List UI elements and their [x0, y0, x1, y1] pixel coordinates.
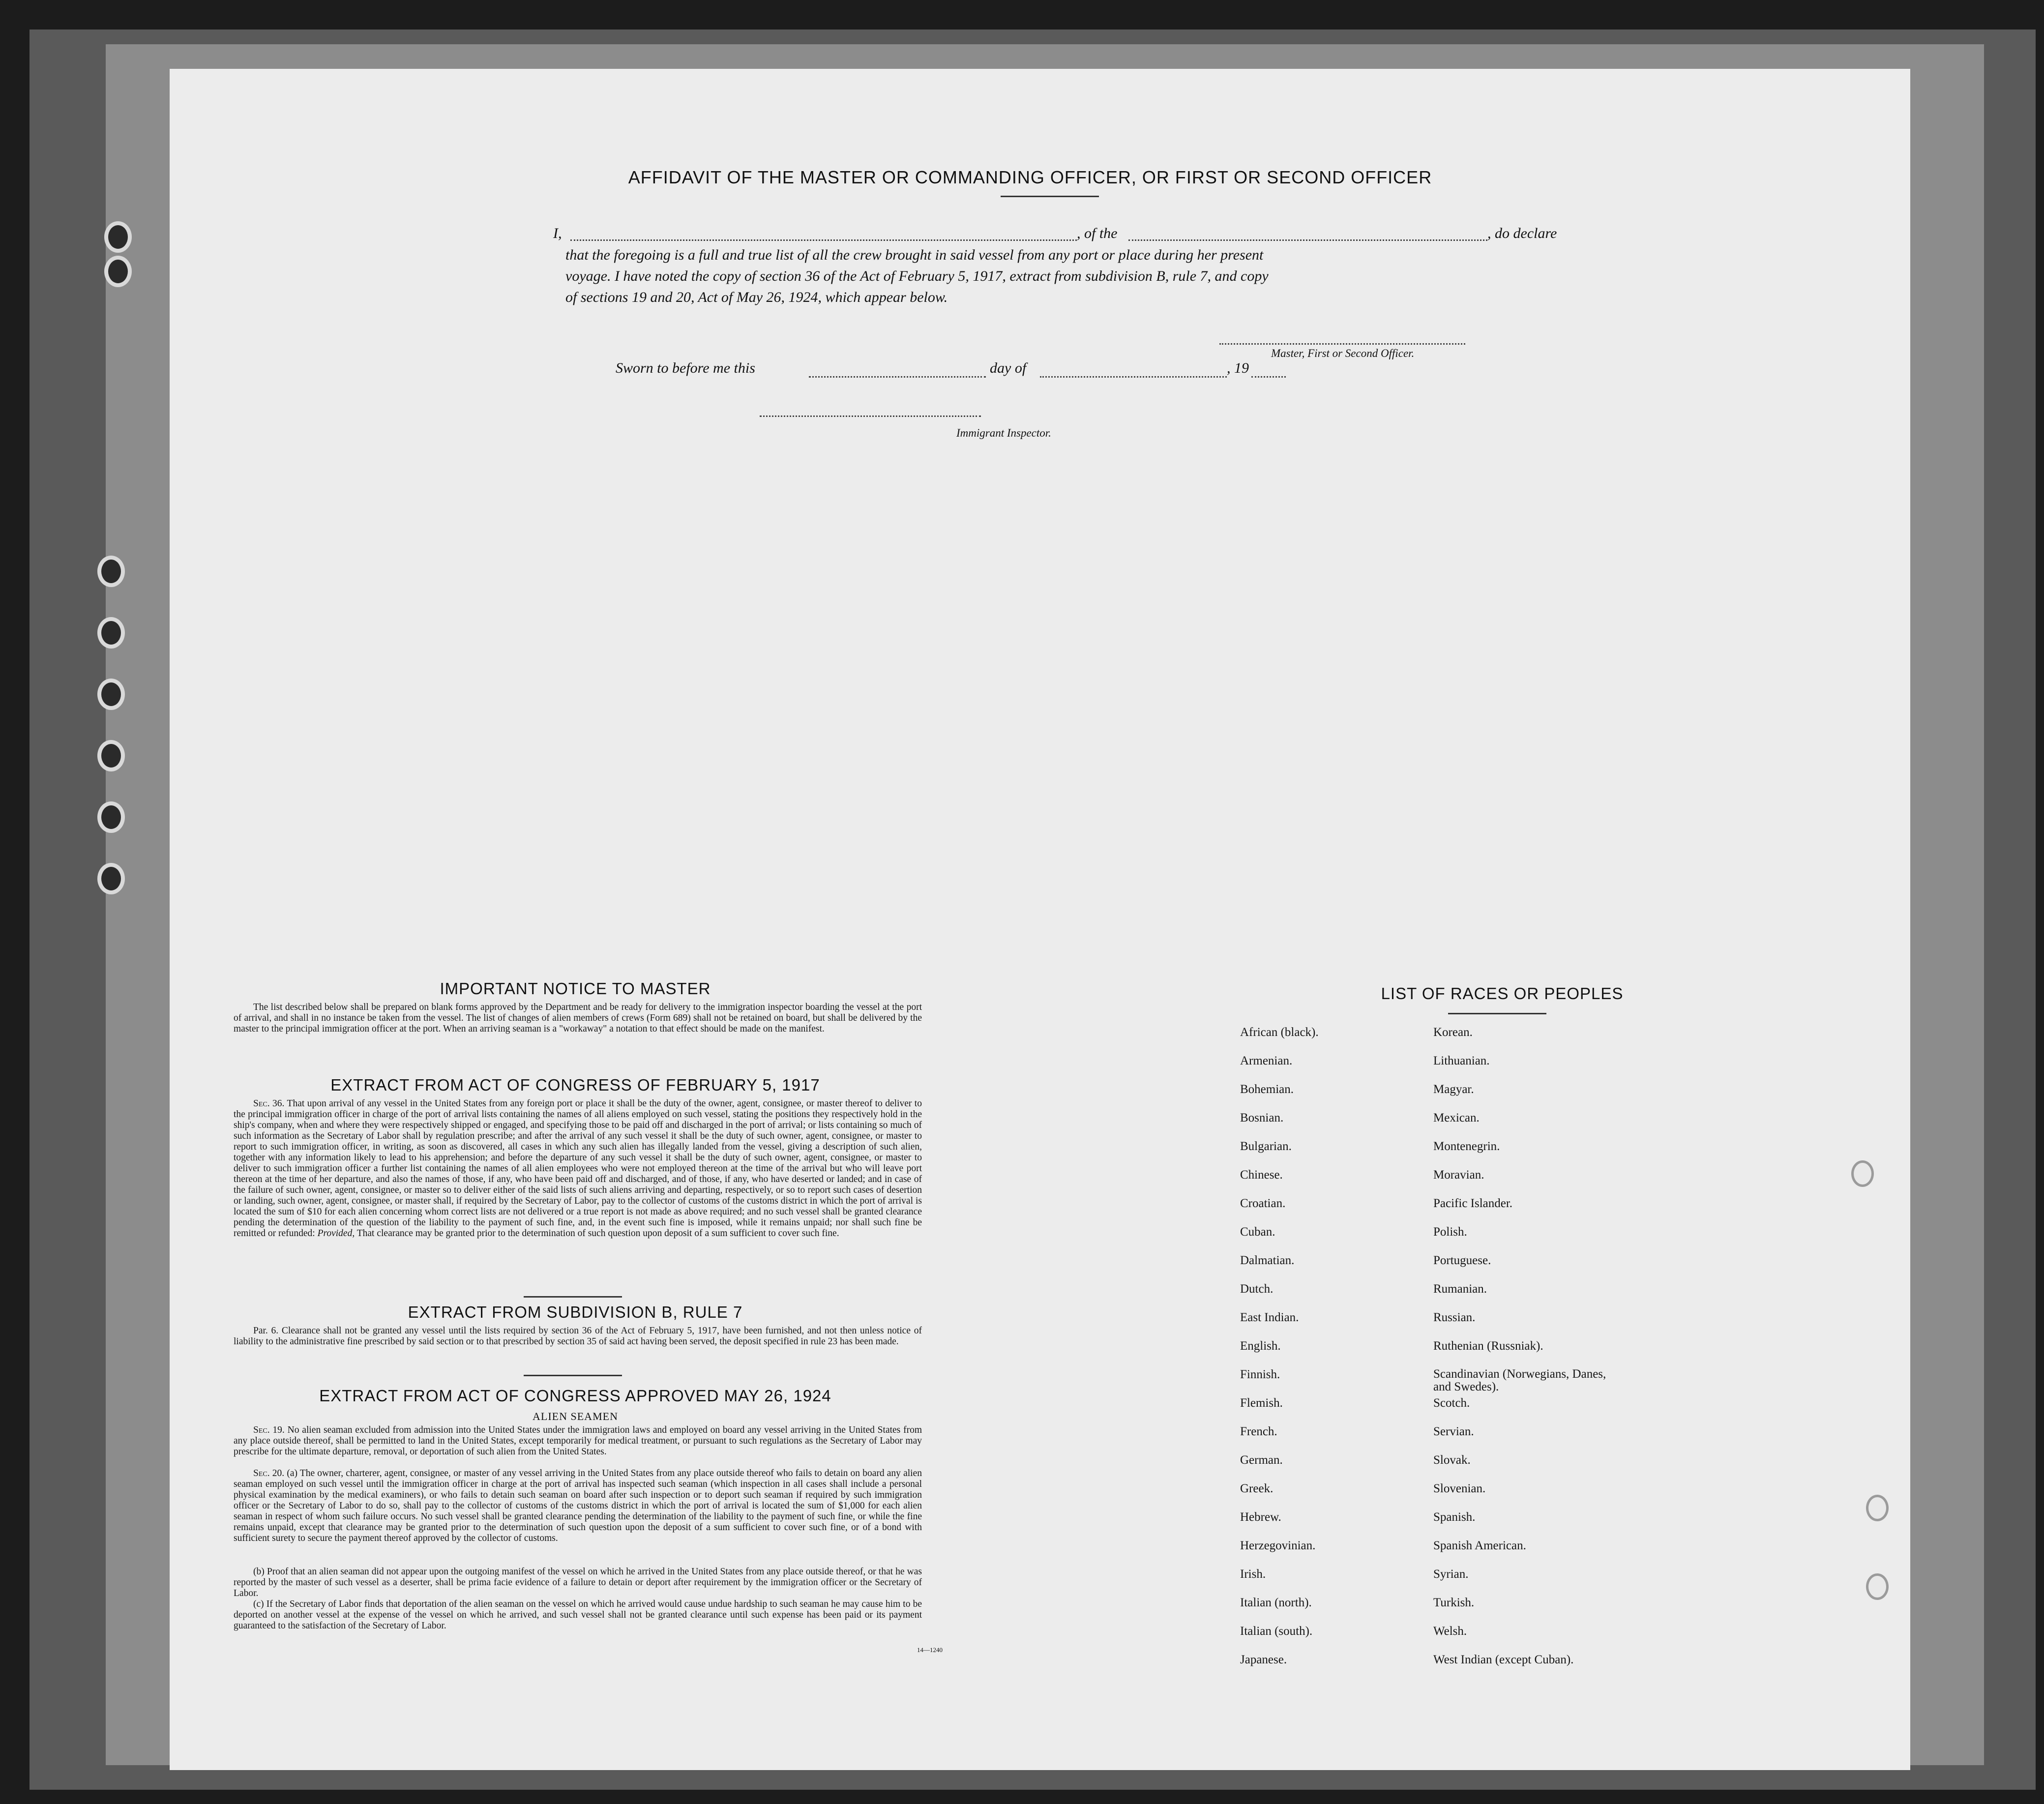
- race-item: Korean.: [1433, 1026, 1473, 1039]
- section-divider: [524, 1296, 622, 1298]
- races-column-2: [1433, 1026, 1640, 1724]
- sworn-day-blank[interactable]: [809, 376, 986, 378]
- race-item: Spanish.: [1433, 1510, 1476, 1524]
- race-item: Cuban.: [1240, 1225, 1275, 1239]
- race-item: Montenegrin.: [1433, 1140, 1500, 1153]
- sworn-year-blank[interactable]: [1251, 376, 1286, 378]
- race-item: Irish.: [1240, 1567, 1266, 1581]
- race-item: East Indian.: [1240, 1311, 1299, 1324]
- race-item: Slovenian.: [1433, 1482, 1486, 1495]
- sec-36-label: Sec. 36.: [253, 1098, 285, 1109]
- binder-hole: [97, 801, 125, 833]
- sworn-label: Sworn to before me this: [616, 360, 755, 376]
- binder-hole: [97, 740, 125, 771]
- race-item: Croatian.: [1240, 1197, 1286, 1210]
- name-blank-line[interactable]: [570, 239, 1077, 241]
- race-item: Italian (south).: [1240, 1625, 1313, 1638]
- sec-20-text: [234, 1468, 922, 1544]
- race-item: West Indian (except Cuban).: [1433, 1653, 1574, 1666]
- race-item: German.: [1240, 1453, 1283, 1467]
- race-item: Ruthenian (Russniak).: [1433, 1339, 1543, 1353]
- race-item: Moravian.: [1433, 1168, 1484, 1182]
- binder-hole: [97, 679, 125, 710]
- alien-seamen-subtitle: ALIEN SEAMEN: [533, 1410, 618, 1422]
- race-item: Bohemian.: [1240, 1083, 1294, 1096]
- race-item: Welsh.: [1433, 1625, 1467, 1638]
- inspector-caption: Immigrant Inspector.: [956, 427, 1051, 439]
- day-of-label: day of: [990, 360, 1027, 376]
- extract-1924-title: EXTRACT FROM ACT OF CONGRESS APPROVED MAY 26, 1924: [319, 1387, 831, 1405]
- sec-19-body: No alien seaman excluded from admission into the United States under the immigration laws and employed on board any vessel arriving in the United States from any place outside thereof, shall be permitted to land in the United States, except temporarily for medical treatment, or pursuant to such regulations as the Secretary of Labor may prescribe for the ultimate departure, removal, or deportation of such alien from the United States.: [234, 1425, 922, 1457]
- vessel-blank-line[interactable]: [1128, 239, 1487, 241]
- race-item: Bosnian.: [1240, 1111, 1284, 1124]
- extract-1917-title: EXTRACT FROM ACT OF CONGRESS OF FEBRUARY 5, 1917: [330, 1076, 820, 1094]
- race-item: Bulgarian.: [1240, 1140, 1292, 1153]
- affidavit-line-3: voyage. I have noted the copy of section 36 of the Act of February 5, 1917, extract from subdivision B, rule 7, and copy: [565, 268, 1269, 284]
- extract-rule7-text: Par. 6. Clearance shall not be granted any vessel until the lists required by section 36 of the Act of February 5, 1917, have been furnished, and not then unless notice of liability to the administrative fine prescribed by said section or to that prescribed by section 35 of said act having been served, the deposit specified in rule 23 has been made.: [234, 1326, 922, 1347]
- year-label: , 19: [1227, 360, 1249, 376]
- race-item: Lithuanian.: [1433, 1054, 1490, 1067]
- proviso-label: Provided,: [317, 1228, 355, 1239]
- binder-hole: [104, 221, 132, 253]
- edge-hole: [1851, 1160, 1874, 1187]
- race-item: Chinese.: [1240, 1168, 1283, 1182]
- race-item: Italian (north).: [1240, 1596, 1312, 1609]
- race-item: Pacific Islander.: [1433, 1197, 1513, 1210]
- binder-hole: [97, 556, 125, 587]
- of-the-label: , of the: [1077, 225, 1118, 241]
- race-item: Russian.: [1433, 1311, 1476, 1324]
- race-item: Magyar.: [1433, 1083, 1474, 1096]
- edge-hole: [1866, 1495, 1889, 1521]
- races-title: LIST OF RACES OR PEOPLES: [1381, 984, 1624, 1003]
- race-item: Scotch.: [1433, 1396, 1470, 1410]
- extract-rule7-title: EXTRACT FROM SUBDIVISION B, RULE 7: [408, 1303, 743, 1321]
- binder-hole: [97, 617, 125, 649]
- race-item: Polish.: [1433, 1225, 1467, 1239]
- race-item: Rumanian.: [1433, 1282, 1487, 1296]
- race-item: Dalmatian.: [1240, 1254, 1295, 1267]
- affidavit-form-sheet: [170, 69, 1910, 1770]
- inspector-signature-line[interactable]: [760, 415, 981, 417]
- sec-20-a: (a) The owner, charterer, agent, consignee, or master of any vessel arriving in the United States from any place outside thereof who fails to detain on board any alien seaman employed on such vessel until the immigration officer in charge at the port of arrival has inspected such seaman (which inspection in all cases shall include a personal physical examination by the medical examiners), or who fails to detain such seaman on board after such inspection or to deport such seaman if required by such immigration officer or the Secretary of Labor to do so, shall pay to the collector of customs of the customs district in which the port of arrival is located the sum of $1,000 for each alien seaman in respect of whom such failure occurs. No such vessel shall be granted clearance pending the determination of the liability to the payment of such fine, or while the fine remains unpaid, except that clearance may be granted prior to the determination of such question upon the deposit of a sum sufficient to cover such fine, or of a bond with sufficient surety to secure the payment thereof approved by the collector of customs.: [234, 1468, 922, 1543]
- title-underline: [1001, 196, 1099, 197]
- proviso-body: That clearance may be granted prior to the determination of such question upon deposit of a sum sufficient to cover such fine.: [356, 1228, 839, 1239]
- race-item: African (black).: [1240, 1026, 1319, 1039]
- race-item: Scandinavian (Norwegians, Danes, and Swedes).: [1433, 1367, 1606, 1393]
- race-item: Turkish.: [1433, 1596, 1475, 1609]
- affidavit-line-4: of sections 19 and 20, Act of May 26, 1924, which appear below.: [565, 289, 948, 305]
- race-item: Armenian.: [1240, 1054, 1293, 1067]
- race-item: Spanish American.: [1433, 1539, 1526, 1552]
- master-signature-caption: Master, First or Second Officer.: [1271, 347, 1415, 359]
- race-item: Slovak.: [1433, 1453, 1471, 1467]
- race-item: Greek.: [1240, 1482, 1274, 1495]
- race-item: Dutch.: [1240, 1282, 1274, 1296]
- race-item: Mexican.: [1433, 1111, 1480, 1124]
- affidavit-title: AFFIDAVIT OF THE MASTER OR COMMANDING OFFICER, OR FIRST OR SECOND OFFICER: [628, 167, 1432, 187]
- edge-hole: [1866, 1573, 1889, 1600]
- race-item: Servian.: [1433, 1425, 1474, 1438]
- master-signature-line[interactable]: [1219, 343, 1465, 345]
- binder-hole: [104, 256, 132, 287]
- race-item: Syrian.: [1433, 1567, 1469, 1581]
- race-item: Portuguese.: [1433, 1254, 1491, 1267]
- form-number: 14—1240: [917, 1646, 943, 1654]
- i-label: I,: [553, 225, 562, 241]
- extract-1917-text: [234, 1098, 922, 1239]
- sec-19-text: [234, 1425, 922, 1457]
- sec-20-label: Sec. 20.: [253, 1468, 285, 1479]
- notice-text: The list described below shall be prepared on blank forms approved by the Department and be ready for delivery to the immigration inspector boarding the vessel at the port of arrival, and shall in no instance be taken from the vessel. The list of changes of alien members of crews (Form 689) shall not be retained on board, but shall be delivered by the master to the principal immigration officer at the port. When an arriving seaman is a "workaway" a notation to that effect should be made on the manifest.: [234, 1002, 922, 1034]
- race-item: Japanese.: [1240, 1653, 1287, 1666]
- race-item: Herzegovinian.: [1240, 1539, 1316, 1552]
- do-declare-label: , do declare: [1487, 225, 1557, 241]
- race-item: French.: [1240, 1425, 1277, 1438]
- section-divider: [524, 1375, 622, 1376]
- sec-36-body: That upon arrival of any vessel in the United States from any foreign port or place it shall be the duty of the owner, agent, consignee, or master thereof to deliver to the principal immigration officer in charge of the port of arrival lists containing the names of all aliens employed on such vessel, stating the positions they respectively hold in the ship's company, when and where they were respectively shipped or engaged, and specifying those to be paid off and discharged in the port of arrival; or lists containing so much of such information as the Secretary of Labor shall by regulation prescribe; and after the arrival of any such vessel it shall be the duty of such owner, agent, consignee, or master to report to such immigration officer, in writing, as soon as discovered, all cases in which any such alien has illegally landed from the vessel, giving a description of such alien, together with any information likely to lead to his apprehension; and before the departure of any such vessel it shall be the duty of such owner, agent, consignee, or master to deliver to such immigration officer a further list containing the names of all alien employees who were not employed thereon at the time of the arrival but who will leave port thereon at the time of her departure, and also the names of those, if any, who have been paid off and discharged, and of those, if any, who have deserted or landed; and in case of the failure of such owner, agent, consignee, or master so to deliver either of the said lists of such aliens arriving and departing, respectively, or so to report such cases of desertion or landing, such owner, agent, consignee, or master shall, if required by the Secretary of Labor, pay to the collector of customs of the customs district in which the port of arrival is located the sum of $10 for each alien concerning whom correct lists are not delivered or a true report is not made as above required; and no such vessel shall be granted clearance pending the determination of the question of the liability to the payment of such fine, and, in the event such fine is imposed, while it remains unpaid; nor shall such fine be remitted or refunded:: [234, 1098, 922, 1239]
- sworn-month-blank[interactable]: [1040, 376, 1227, 378]
- race-item: Hebrew.: [1240, 1510, 1281, 1524]
- sec-20-c: (c) If the Secretary of Labor finds that deportation of the alien seaman on the vessel on which he arrived would cause undue hardship to such seaman he may cause him to be deported on another vessel at the expense of the vessel on which he arrived, and such vessel shall not be granted clearance until such expense has been paid or its payment guaranteed to the satisfaction of the Secretary of Labor.: [234, 1599, 922, 1631]
- race-item: English.: [1240, 1339, 1281, 1353]
- sec-19-label: Sec. 19.: [253, 1425, 285, 1435]
- sec-20-b: (b) Proof that an alien seaman did not appear upon the outgoing manifest of the vessel on which he arrived in the United States from any place outside thereof, or that he was reported by the master of such vessel as a deserter, shall be prima facie evidence of a failure to detain or deport after requirement by the immigration officer or the Secretary of Labor.: [234, 1567, 922, 1598]
- binder-hole: [97, 863, 125, 894]
- notice-title: IMPORTANT NOTICE TO MASTER: [440, 979, 711, 998]
- race-item: Flemish.: [1240, 1396, 1283, 1410]
- races-column-1: [1240, 1026, 1427, 1724]
- show-through-text: [1374, 438, 1817, 1028]
- affidavit-line-2: that the foregoing is a full and true list of all the crew brought in said vessel from any port or place during her present: [565, 247, 1264, 263]
- race-item: Finnish.: [1240, 1368, 1280, 1381]
- races-title-underline: [1448, 1013, 1546, 1014]
